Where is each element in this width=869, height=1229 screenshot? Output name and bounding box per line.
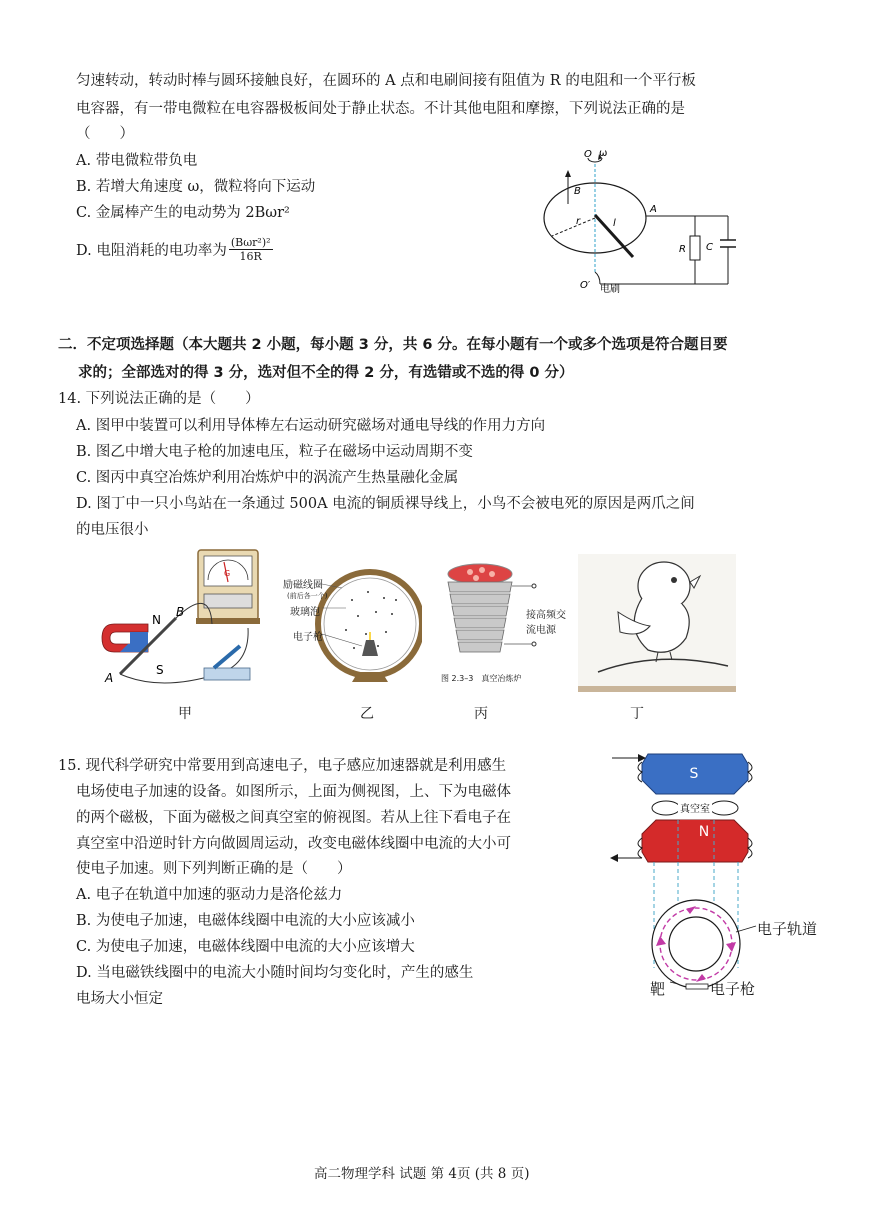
figure-jia-magnet-apparatus [100, 546, 272, 694]
q15-stem-line1: 15. 现代科学研究中常要用到高速电子，电子感应加速器就是利用感生 [58, 758, 507, 774]
label-B: B [176, 605, 185, 619]
q15-option-d[interactable]: D. 当电磁铁线圈中的电流大小随时间均匀变化时，产生的感生 [76, 965, 474, 981]
label-O: O [584, 149, 592, 160]
q14-option-c[interactable]: C. 图丙中真空冶炼炉利用冶炼炉中的涡流产生热量融化金属 [76, 470, 459, 486]
q13-option-d-fraction [229, 236, 273, 263]
q15-option-c[interactable]: C. 为使电子加速，电磁体线圈中电流的大小应该增大 [76, 939, 415, 955]
section2-heading-line2: 求的；全部选对的得 3 分，选对但不全的得 2 分，有选错或不选的得 0 分） [78, 365, 574, 381]
label-C: C [706, 242, 713, 253]
q13-option-a[interactable]: A. 带电微粒带负电 [76, 153, 198, 169]
q14-option-b[interactable]: B. 图乙中增大电子枪的加速电压，粒子在磁场中运动周期不变 [76, 444, 473, 460]
label-S: S [156, 663, 164, 677]
label-N: N [698, 824, 710, 840]
section2-heading-line1: 二．不定项选择题（本大题共 2 小题，每小题 3 分，共 6 分。在每小题有一个或多个选项是符合题目要 [58, 337, 728, 353]
label-r: r [576, 216, 581, 227]
q15-option-d-cont: 电场大小恒定 [76, 991, 163, 1007]
label-electron-gun: 电子枪 [710, 980, 756, 998]
q13-stem-line2: 电容器，有一带电微粒在电容器极板间处于静止状态。不计其他电阻和摩擦，下列说法正确的是 [76, 101, 685, 117]
fraction-numerator: (Bωr²)² [230, 236, 271, 249]
q14-option-a[interactable]: A. 图甲中装置可以利用导体棒左右运动研究磁场对通电导线的作用力方向 [76, 418, 546, 434]
page-footer: 高二物理学科 试题 第 4页 (共 8 页) [314, 1166, 530, 1182]
figure-label-yi: 乙 [360, 706, 374, 722]
q13-option-d[interactable] [76, 236, 273, 263]
q13-stem-line1: 匀速转动，转动时棒与圆环接触良好，在圆环的 A 点和电刷间接有阻值为 R 的电阻和一个平行板 [76, 73, 696, 89]
figure-label-jia: 甲 [178, 706, 192, 722]
q15-stem-line5: 使电子加速。则下列判断正确的是（ ） [76, 861, 352, 877]
label-bulb: 玻璃泡 [290, 607, 320, 618]
fraction-denominator: 16R [239, 250, 262, 263]
label-source-line1: 接高频交 [526, 610, 566, 621]
label-source-line2: 流电源 [526, 625, 556, 636]
q14-option-d[interactable]: D. 图丁中一只小鸟站在一条通过 500A 电流的铜质裸导线上，小鸟不会被电死的原因是两爪之间 [76, 496, 695, 512]
q13-option-d-text: D. 电阻消耗的电功率为 [76, 243, 227, 259]
figure-ding-bird-on-wire [578, 554, 736, 692]
label-G: G [224, 569, 231, 578]
q13-ring-circuit-figure [538, 144, 763, 296]
label-S: S [689, 766, 699, 782]
label-N: N [152, 613, 161, 627]
label-vacuum-chamber: 真空室 [680, 804, 710, 815]
figure-bing-caption: 图 2.3–3 真空冶炼炉 [441, 674, 522, 683]
q14-stem: 14. 下列说法正确的是（ ） [58, 391, 260, 407]
figure-label-ding: 丁 [630, 706, 644, 722]
q13-option-c[interactable]: C. 金属棒产生的电动势为 2Bωr² [76, 205, 290, 221]
q13-stem-line3: （ ） [76, 126, 134, 142]
label-coil-note: (前后各一个) [287, 592, 328, 600]
label-B: B [574, 186, 581, 197]
label-A: A [650, 204, 657, 215]
label-brush: 电刷 [600, 284, 620, 295]
q15-betatron-figure [590, 748, 840, 1003]
label-omega: ω [599, 148, 608, 159]
q13-option-b[interactable]: B. 若增大角速度 ω，微粒将向下运动 [76, 179, 316, 195]
q15-stem-line3: 的两个磁极，下面为磁极之间真空室的俯视图。若从上往下看电子在 [76, 810, 511, 826]
q15-stem-line2: 电场使电子加速的设备。如图所示，上面为侧视图，上、下为电磁体 [76, 784, 511, 800]
q15-option-a[interactable]: A. 电子在轨道中加速的驱动力是洛伦兹力 [76, 887, 343, 903]
label-l: l [613, 218, 616, 229]
q14-option-d-cont: 的电压很小 [76, 522, 149, 538]
label-target: 靶 [650, 980, 666, 998]
label-R: R [679, 244, 686, 255]
q15-stem-line4: 真空室中沿逆时针方向做圆周运动，改变电磁体线圈中电流的大小可 [76, 836, 511, 852]
q15-option-b[interactable]: B. 为使电子加速，电磁体线圈中电流的大小应该减小 [76, 913, 415, 929]
label-gun: 电子枪 [293, 632, 323, 643]
label-coil: 励磁线圈 [283, 580, 323, 591]
label-O-prime: O′ [580, 280, 591, 291]
label-A: A [105, 671, 114, 685]
figure-label-bing: 丙 [474, 706, 488, 722]
label-electron-orbit: 电子轨道 [757, 920, 818, 938]
